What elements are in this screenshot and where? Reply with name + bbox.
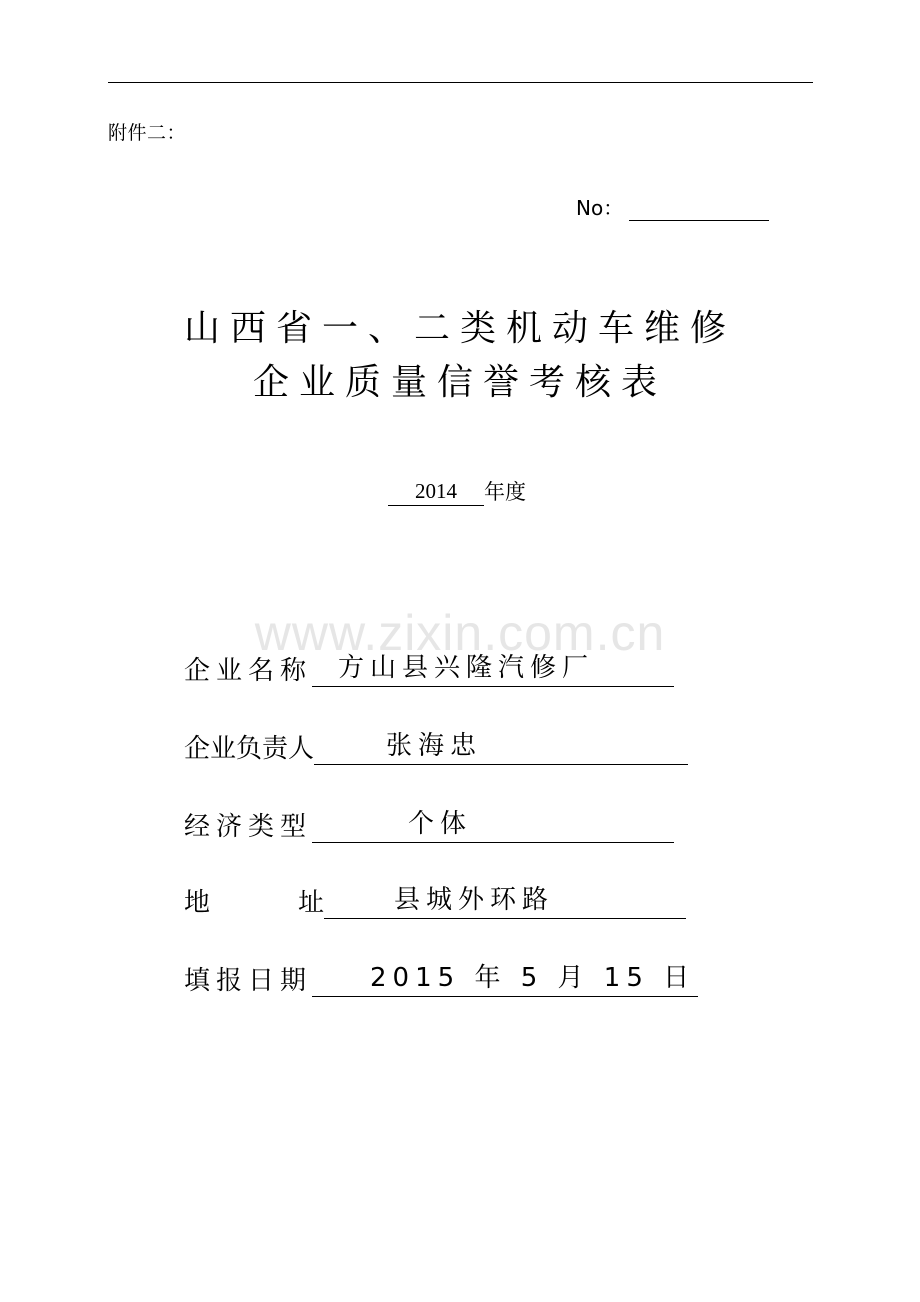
fill-date-label: 填报日期 xyxy=(184,966,313,996)
principal-value: 张海忠 xyxy=(386,731,483,761)
company-name-label: 企业名称 xyxy=(184,656,313,686)
economic-type-label: 经济类型 xyxy=(184,812,313,842)
company-name-value: 方山县兴隆汽修厂 xyxy=(338,653,595,683)
address-label-char-2: 址 xyxy=(297,888,324,918)
address-line xyxy=(324,884,686,919)
company-name-field xyxy=(184,650,674,687)
title-line-2: 企业质量信誉考核表 xyxy=(252,362,667,403)
address-value: 县城外环路 xyxy=(394,885,555,915)
economic-type-value: 个体 xyxy=(408,809,473,839)
company-name-line xyxy=(312,652,674,687)
principal-label: 企业负责人 xyxy=(184,734,315,764)
attachment-label: 附件二： xyxy=(108,122,187,144)
title-line-1: 山西省一、二类机动车维修 xyxy=(183,308,736,349)
document-number-label: No： xyxy=(576,196,624,220)
year-field xyxy=(388,476,526,506)
watermark: www.zixin.com.cn xyxy=(254,605,666,661)
fill-date-value: 2015 年 5 月 15 日 xyxy=(370,963,696,993)
principal-line xyxy=(314,730,688,765)
fill-date-line xyxy=(312,962,698,997)
document-number xyxy=(576,192,769,221)
header-rule xyxy=(108,82,813,83)
address-label xyxy=(184,882,324,919)
year-value: 2014 xyxy=(388,479,484,506)
year-suffix: 年度 xyxy=(484,480,526,504)
economic-type-field xyxy=(184,806,674,843)
address-field xyxy=(184,882,686,919)
fill-date-field xyxy=(184,960,698,997)
address-label-char-1: 地 xyxy=(184,888,211,918)
principal-field xyxy=(184,728,688,765)
economic-type-line xyxy=(312,808,674,843)
document-number-blank xyxy=(629,198,769,221)
